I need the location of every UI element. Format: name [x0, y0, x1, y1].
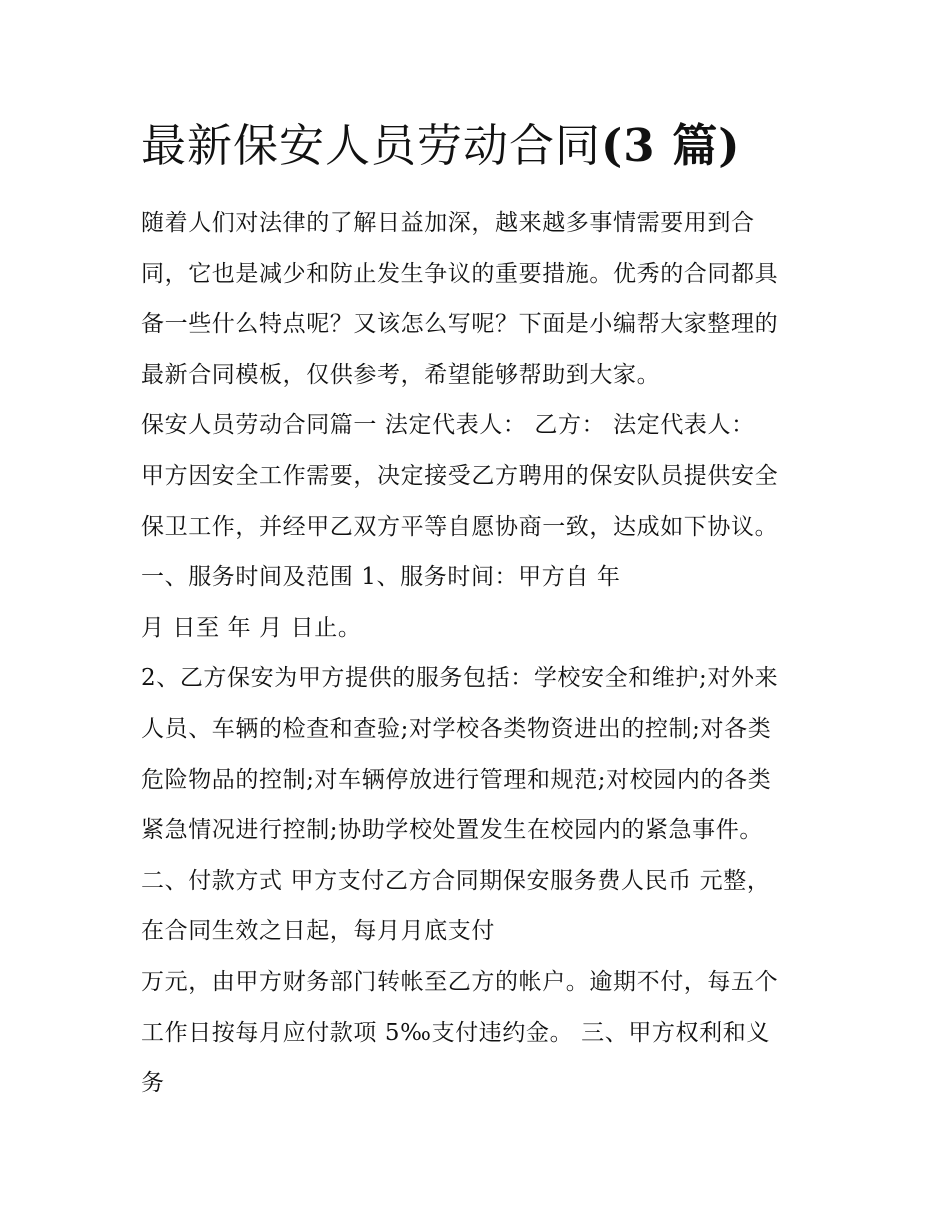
body-line: 2、乙方保安为甲方提供的服务包括：学校安全和维护;对外来 — [141, 665, 779, 692]
body-line: 工作日按每月应付款项 5‰支付违约金。 三、甲方权利和义 — [141, 1019, 770, 1046]
body-line: 最新合同模板，仅供参考，希望能够帮助到大家。 — [141, 361, 661, 388]
body-line: 人员、车辆的检查和查验;对学校各类物资进出的控制;对各类 — [141, 715, 772, 742]
body-line: 务 — [141, 1070, 165, 1097]
body-line: 在合同生效之日起，每月月底支付 — [141, 918, 495, 945]
document-title — [141, 114, 841, 178]
body-line: 一、服务时间及范围 1、服务时间：甲方自 年 — [141, 564, 621, 591]
body-line: 二、付款方式 甲方支付乙方合同期保安服务费人民币 元整， — [141, 867, 771, 894]
document-body — [141, 198, 831, 1109]
body-line: 紧急情况进行控制;协助学校处置发生在校园内的紧急事件。 — [141, 817, 763, 844]
body-line: 甲方因安全工作需要，决定接受乙方聘用的保安队员提供安全 — [141, 462, 779, 489]
body-line: 万元，由甲方财务部门转帐至乙方的帐户。逾期不付，每五个 — [141, 968, 779, 995]
document-title-main: 最新保安人员劳动合同 — [141, 119, 602, 172]
body-line: 随着人们对法律的了解日益加深，越来越多事情需要用到合 — [141, 210, 755, 236]
body-line: 危险物品的控制;对车辆停放进行管理和规范;对校园内的各类 — [141, 766, 772, 793]
body-line: 保卫工作，并经甲乙双方平等自愿协商一致，达成如下协议。 — [141, 513, 779, 540]
body-line: 月 日至 年 月 日止。 — [141, 614, 362, 641]
body-line: 备一些什么特点呢？又该怎么写呢？下面是小编帮大家整理的 — [141, 311, 779, 338]
body-line: 同，它也是减少和防止发生争议的重要措施。优秀的合同都具 — [141, 260, 779, 287]
body-line: 保安人员劳动合同篇一 法定代表人： 乙方： 法定代表人： — [141, 412, 755, 439]
document-title-count: (3 篇) — [601, 119, 741, 172]
